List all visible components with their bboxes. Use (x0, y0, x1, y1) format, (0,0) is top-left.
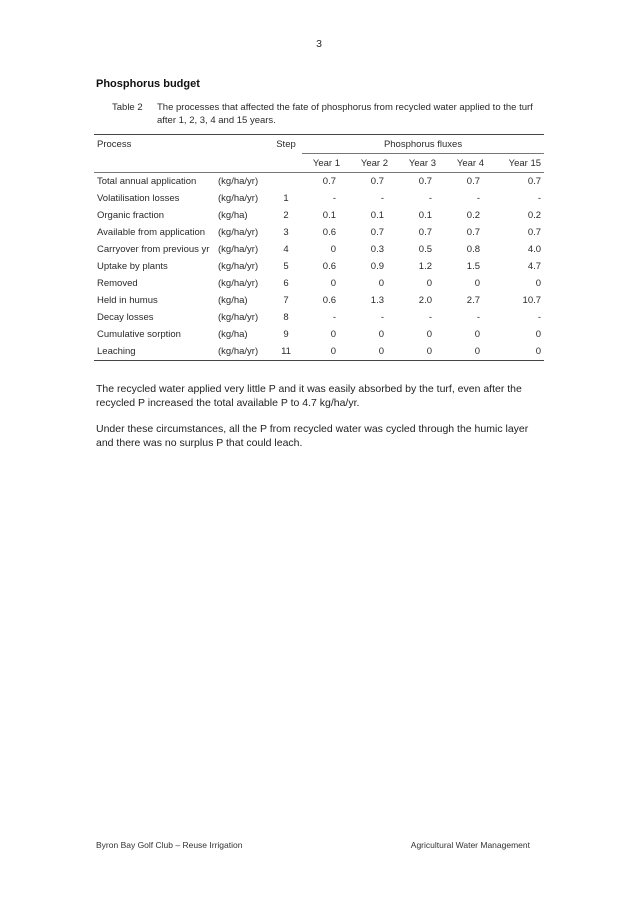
value-cell: - (380, 312, 384, 323)
step-cell: 4 (283, 244, 289, 255)
value-cell: 0.7 (466, 227, 480, 238)
table-row (94, 275, 544, 292)
table-header-row (94, 135, 544, 154)
unit-cell: (kg/ha) (218, 210, 248, 221)
value-cell: 0 (426, 278, 432, 289)
unit-cell: (kg/ha/yr) (218, 176, 259, 187)
header-year: Year 15 (494, 154, 544, 173)
unit-cell: (kg/ha) (218, 329, 248, 340)
value-cell: 0.3 (370, 244, 384, 255)
step-cell: 3 (283, 227, 289, 238)
value-cell: 0.2 (466, 210, 480, 221)
process-cell: Removed (97, 278, 138, 289)
step-cell: 9 (283, 329, 289, 340)
process-cell: Volatilisation losses (97, 193, 180, 204)
value-cell: 0 (474, 329, 480, 340)
value-cell: 0.7 (466, 176, 480, 187)
value-cell: 0 (330, 278, 336, 289)
table-row (94, 173, 544, 191)
value-cell: 0.5 (418, 244, 432, 255)
value-cell: 0.9 (370, 261, 384, 272)
value-cell: - (380, 193, 384, 204)
value-cell: 0.7 (322, 176, 336, 187)
table-row (94, 224, 544, 241)
section-heading: Phosphorus budget (96, 78, 200, 90)
table-row (94, 207, 544, 224)
value-cell: 0.6 (322, 261, 336, 272)
value-cell: 1.2 (418, 261, 432, 272)
unit-cell: (kg/ha) (218, 295, 248, 306)
value-cell: 0.7 (418, 176, 432, 187)
header-step: Step (270, 135, 302, 154)
unit-cell: (kg/ha/yr) (218, 312, 259, 323)
header-year: Year 2 (350, 154, 398, 173)
value-cell: 4.0 (527, 244, 542, 255)
value-cell: 0.6 (322, 227, 336, 238)
value-cell: 0 (535, 329, 542, 340)
table-caption (112, 101, 537, 127)
step-cell: 8 (283, 312, 289, 323)
header-year: Year 3 (398, 154, 446, 173)
step-cell: 2 (283, 210, 289, 221)
value-cell: 0.8 (466, 244, 480, 255)
value-cell: 0 (330, 244, 336, 255)
header-phosphorus-fluxes: Phosphorus fluxes (302, 135, 544, 154)
value-cell: - (332, 312, 336, 323)
value-cell: - (428, 193, 432, 204)
phosphorus-table (94, 134, 544, 361)
value-cell: 0 (302, 343, 350, 361)
table-row (94, 241, 544, 258)
unit-cell: (kg/ha/yr) (218, 261, 259, 272)
value-cell: 0 (378, 278, 384, 289)
value-cell: - (476, 312, 480, 323)
footer-right: Agricultural Water Management (410, 840, 530, 850)
value-cell: 2.7 (466, 295, 480, 306)
value-cell: 0 (350, 343, 398, 361)
value-cell: 0.7 (370, 176, 384, 187)
value-cell: 2.0 (418, 295, 432, 306)
value-cell: 0.7 (418, 227, 432, 238)
process-cell: Uptake by plants (97, 261, 168, 272)
table-row (94, 343, 544, 361)
header-process: Process (94, 135, 218, 154)
table-row (94, 326, 544, 343)
value-cell: 0.7 (370, 227, 384, 238)
process-cell: Total annual application (97, 176, 197, 187)
step-cell: 6 (283, 278, 289, 289)
caption-label: Table 2 (112, 102, 143, 113)
footer-left: Byron Bay Golf Club – Reuse Irrigation (96, 840, 243, 850)
step-cell: 11 (270, 343, 302, 361)
table-row (94, 258, 544, 275)
value-cell: - (476, 193, 480, 204)
header-unit-blank (218, 135, 270, 154)
value-cell: 1.3 (370, 295, 384, 306)
value-cell: 0.1 (370, 210, 384, 221)
header-year: Year 4 (446, 154, 494, 173)
process-cell: Available from application (97, 227, 206, 238)
value-cell: 0 (378, 329, 384, 340)
value-cell: 0 (494, 343, 544, 361)
value-cell: 0 (398, 343, 446, 361)
unit-cell: (kg/ha/yr) (218, 193, 259, 204)
unit-cell: (kg/ha/yr) (218, 278, 259, 289)
step-cell (270, 173, 302, 191)
value-cell: 0 (535, 278, 542, 289)
value-cell: 0.7 (527, 227, 542, 238)
paragraph: The recycled water applied very little P and it was easily absorbed by the turf, even after the recycled P increased the total available P to 4.7 kg/ha/yr. (96, 383, 522, 409)
unit-cell: (kg/ha/yr) (218, 244, 259, 255)
value-cell: 1.5 (466, 261, 480, 272)
value-cell: 0.2 (527, 210, 542, 221)
value-cell: 0 (330, 329, 336, 340)
value-cell: 0 (426, 329, 432, 340)
unit-cell: (kg/ha/yr) (218, 227, 259, 238)
unit-cell: (kg/ha/yr) (218, 343, 270, 361)
step-cell: 1 (283, 193, 289, 204)
page-number: 3 (316, 38, 322, 50)
value-cell: 0.1 (322, 210, 336, 221)
process-cell: Organic fraction (97, 210, 165, 221)
value-cell: - (537, 312, 542, 323)
paragraph: Under these circumstances, all the P from recycled water was cycled through the humic layer and there was no surplus P that could leach. (96, 423, 529, 449)
value-cell: - (537, 193, 542, 204)
value-cell: 0 (446, 343, 494, 361)
step-cell: 5 (283, 261, 289, 272)
value-cell: 0.7 (527, 176, 542, 187)
table-year-row (94, 154, 544, 173)
header-year: Year 1 (302, 154, 350, 173)
step-cell: 7 (283, 295, 289, 306)
value-cell: 4.7 (527, 261, 542, 272)
value-cell: 10.7 (522, 295, 542, 306)
value-cell: - (332, 193, 336, 204)
process-cell: Held in humus (97, 295, 158, 306)
table-row (94, 309, 544, 326)
table-row (94, 190, 544, 207)
value-cell: 0 (474, 278, 480, 289)
process-cell: Decay losses (97, 312, 154, 323)
value-cell: 0.6 (322, 295, 336, 306)
caption-text: The processes that affected the fate of phosphorus from recycled water applied to the turf after 1, 2, 3, 4 and 15 years. (157, 102, 533, 126)
value-cell: 0.1 (418, 210, 432, 221)
table-row (94, 292, 544, 309)
value-cell: - (428, 312, 432, 323)
process-cell: Leaching (94, 343, 218, 361)
process-cell: Cumulative sorption (97, 329, 181, 340)
process-cell: Carryover from previous yr (97, 244, 210, 255)
